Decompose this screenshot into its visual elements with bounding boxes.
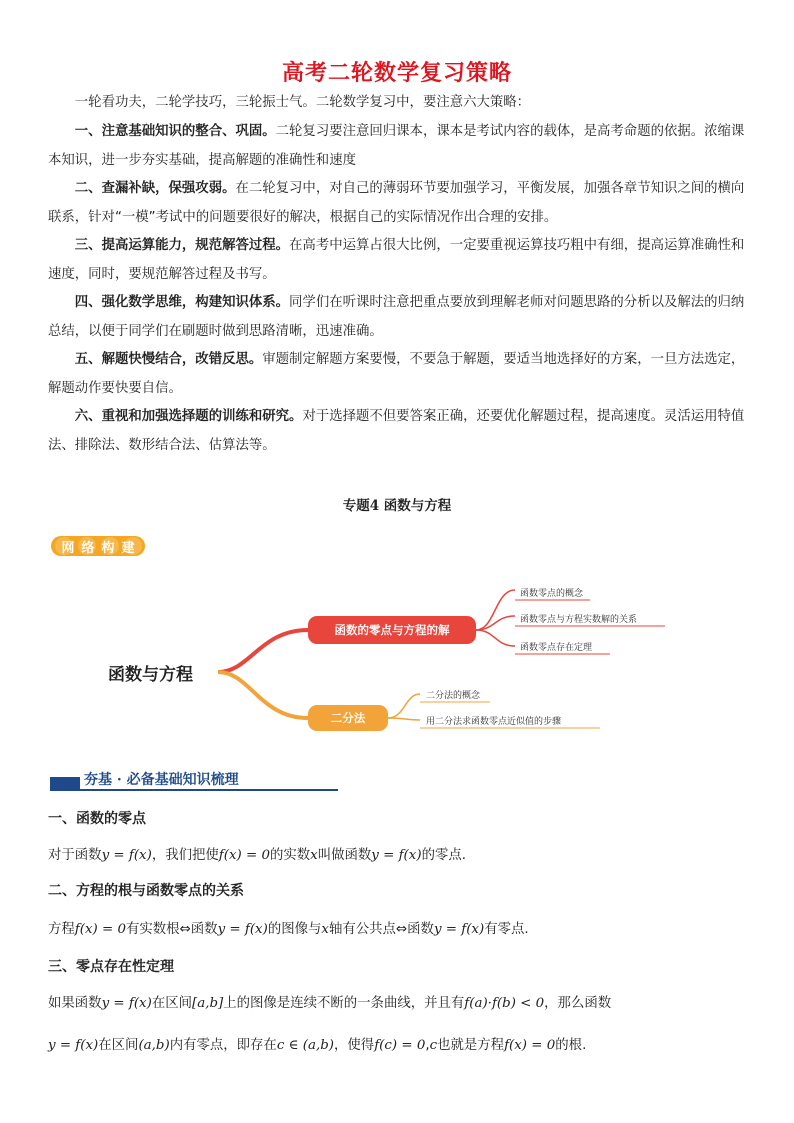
strategy-2 bbox=[48, 174, 748, 232]
formula: f(x) = 0 bbox=[74, 922, 126, 937]
text: ，我们把使 bbox=[151, 848, 219, 863]
root-relation-statement bbox=[48, 918, 758, 937]
mind-map-leaf: 函数零点的概念 bbox=[520, 589, 584, 599]
text: 有零点. bbox=[484, 922, 529, 937]
formula: y = f(x) bbox=[48, 1038, 99, 1053]
strategy-3-body: 在高考中运算占很大比例，一定要重视运算技巧粗中有细，提高运算准确性和速度，同时，要规范解答过程及书写。 bbox=[48, 238, 745, 282]
mind-map-leaf: 用二分法求函数零点近似值的步骤 bbox=[426, 717, 562, 727]
text: 方程 bbox=[48, 922, 75, 937]
text: 上的图像是连续不断的一条曲线，并且有 bbox=[223, 996, 465, 1011]
section-header bbox=[50, 769, 338, 791]
heading-existence-theorem: 三、零点存在性定理 bbox=[48, 959, 174, 975]
badge-char: 网 bbox=[61, 540, 75, 556]
mind-map-root: 函数与方程 bbox=[108, 665, 193, 685]
text: ，那么函数 bbox=[544, 996, 612, 1011]
strategy-4-head: 四、强化数学思维，构建知识体系。 bbox=[74, 295, 290, 310]
text: 的实数 bbox=[270, 848, 311, 863]
section-header-text: 夯基 · 必备基础知识梳理 bbox=[84, 772, 239, 788]
formula: f(c) = 0 bbox=[374, 1038, 426, 1053]
text: 如果函数 bbox=[48, 996, 102, 1011]
formula: x bbox=[310, 848, 318, 863]
text: 的根. bbox=[555, 1038, 587, 1053]
formula: y = f(x) bbox=[217, 922, 268, 937]
heading-zero-point: 一、函数的零点 bbox=[48, 811, 146, 827]
text: , bbox=[425, 1038, 430, 1053]
text: 叫做函数 bbox=[317, 848, 372, 863]
badge-char: 构 bbox=[101, 540, 115, 556]
theorem-line-2 bbox=[48, 1034, 758, 1053]
strategy-5-head: 五、解题快慢结合，改错反思。 bbox=[74, 352, 263, 367]
formula: f(a)·f(b) < 0 bbox=[464, 996, 545, 1011]
formula: c ∈ (a,b) bbox=[276, 1038, 335, 1053]
formula: f(x) = 0 bbox=[218, 848, 270, 863]
strategy-2-body: 在二轮复习中，对自己的薄弱环节要加强学习，平衡发展，加强各章节知识之间的横向联系，针对“一模”考试中的问题要很好的解决，根据自己的实际情况作出合理的安排。 bbox=[48, 181, 745, 225]
theorem-line-1 bbox=[48, 992, 758, 1011]
section-bar-icon bbox=[50, 777, 80, 789]
text: 的零点. bbox=[421, 848, 466, 863]
mind-map-leaf: 函数零点与方程实数解的关系 bbox=[520, 615, 638, 625]
text: 有实数根⇔函数 bbox=[126, 922, 218, 937]
topic-title: 专题4 函数与方程 bbox=[342, 498, 452, 514]
formula: y = f(x) bbox=[101, 996, 152, 1011]
strategy-6-head: 六、重视和加强选择题的训练和研究。 bbox=[74, 409, 303, 424]
mind-map-leaf: 函数零点存在定理 bbox=[520, 643, 593, 653]
mind-map bbox=[90, 568, 690, 738]
mind-map-branch-2: 二分法 bbox=[308, 705, 388, 731]
formula: [a,b] bbox=[192, 996, 224, 1011]
heading-root-relation: 二、方程的根与函数零点的关系 bbox=[48, 883, 244, 899]
network-badge bbox=[50, 534, 146, 558]
mind-map-branch-1: 函数的零点与方程的解 bbox=[308, 616, 476, 644]
zero-point-definition bbox=[48, 844, 758, 863]
badge-char: 建 bbox=[121, 540, 135, 556]
mind-map-connectors bbox=[90, 568, 690, 738]
strategy-2-head: 二、查漏补缺，保强攻弱。 bbox=[74, 181, 236, 196]
mind-map-leaf: 二分法的概念 bbox=[426, 691, 481, 701]
strategy-3-head: 三、提高运算能力，规范解答过程。 bbox=[74, 238, 290, 253]
text: 在区间 bbox=[98, 1038, 139, 1053]
strategy-3 bbox=[48, 231, 748, 289]
strategy-6-body: 对于选择题不但要答案正确，还要优化解题过程，提高速度。灵活运用特值法、排除法、数形结合法、估算法等。 bbox=[48, 409, 745, 453]
page-title: 高考二轮数学复习策略 bbox=[281, 61, 512, 86]
formula: y = f(x) bbox=[433, 922, 485, 937]
strategy-4-body: 同学们在听课时注意把重点要放到理解老师对问题思路的分析以及解法的归纳总结，以便于同学们在刷题时做到思路清晰，迅速准确。 bbox=[48, 295, 745, 339]
text: ，使得 bbox=[334, 1038, 375, 1053]
formula: y = f(x) bbox=[101, 848, 152, 863]
text: 轴有公共点⇔函数 bbox=[328, 922, 434, 937]
formula: y = f(x) bbox=[371, 848, 422, 863]
text: 内有零点，即存在 bbox=[169, 1038, 277, 1053]
section-underline bbox=[50, 789, 338, 791]
strategy-1-body: 二轮复习要注意回归课本，课本是考试内容的载体，是高考命题的依据。浓缩课本知识，进一步夯实基础，提高解题的准确性和速度 bbox=[48, 124, 745, 168]
strategy-1-head: 一、注意基础知识的整合、巩固。 bbox=[74, 124, 276, 139]
strategy-5 bbox=[48, 345, 748, 403]
text: 在区间 bbox=[151, 996, 192, 1011]
text: 对于函数 bbox=[48, 848, 102, 863]
formula: f(x) = 0 bbox=[504, 1038, 556, 1053]
text: 的图像与 bbox=[267, 922, 322, 937]
text: 也就是方程 bbox=[437, 1038, 505, 1053]
strategy-5-body: 审题制定解题方案要慢，不要急于解题，要适当地选择好的方案，一旦方法选定，解题动作要快要自信。 bbox=[48, 352, 745, 396]
formula: x bbox=[321, 922, 329, 937]
strategy-4 bbox=[48, 288, 748, 346]
strategy-6 bbox=[48, 402, 748, 460]
intro-paragraph: 一轮看功夫，二轮学技巧，三轮振士气。二轮数学复习中，要注意六大策略： bbox=[74, 95, 531, 110]
formula: c bbox=[429, 1038, 438, 1053]
strategy-1 bbox=[48, 117, 748, 175]
formula: (a,b) bbox=[138, 1038, 170, 1053]
badge-char: 络 bbox=[81, 540, 95, 556]
